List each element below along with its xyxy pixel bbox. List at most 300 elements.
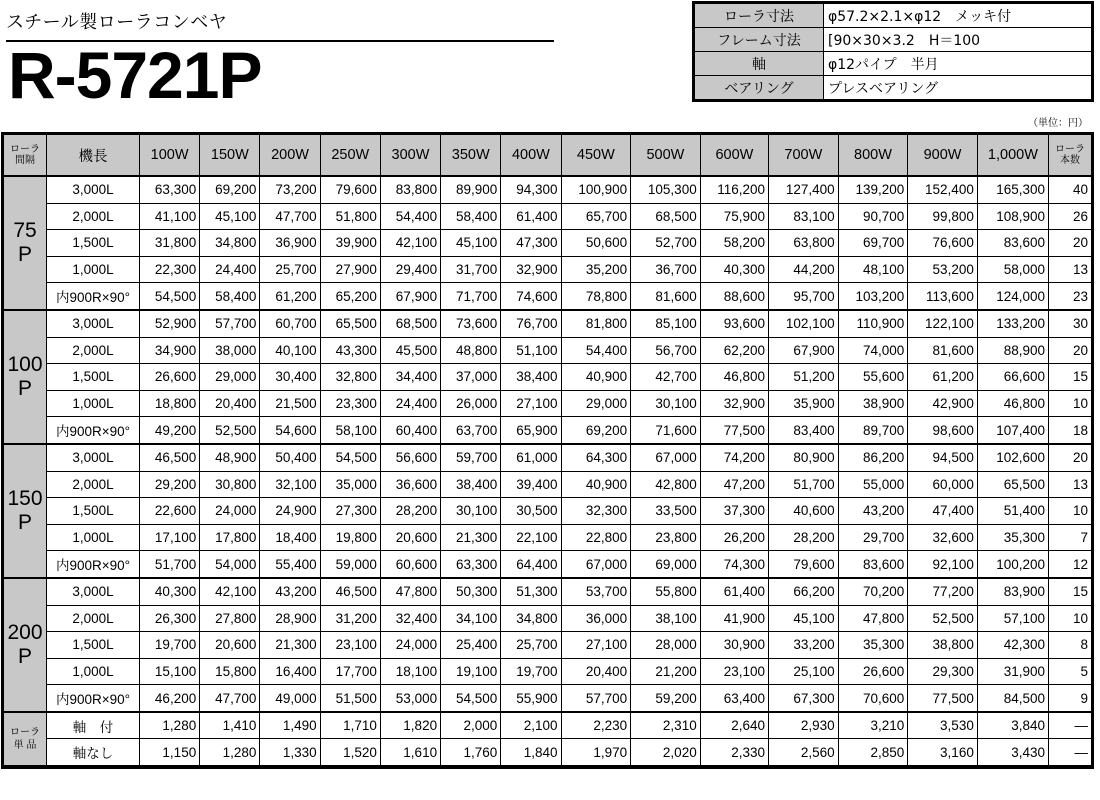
price-cell: 21,300: [441, 524, 501, 551]
price-cell: 17,800: [200, 524, 260, 551]
price-cell: 58,400: [441, 203, 501, 230]
price-cell: 23,100: [320, 632, 380, 659]
table-row: [4, 712, 1092, 739]
price-cell: 107,400: [977, 417, 1048, 444]
price-cell: 103,200: [838, 283, 908, 310]
price-cell: 37,000: [441, 364, 501, 391]
roller-count-cell: 12: [1049, 551, 1092, 578]
price-cell: 116,200: [700, 176, 768, 203]
price-cell: 58,100: [320, 417, 380, 444]
length-cell: 2,000L: [47, 203, 140, 230]
price-cell: 55,800: [631, 578, 701, 605]
price-cell: 102,600: [977, 444, 1048, 471]
price-cell: 50,400: [260, 444, 320, 471]
price-cell: 18,100: [380, 658, 440, 685]
price-cell: 51,700: [769, 471, 839, 498]
price-cell: 34,100: [441, 605, 501, 632]
price-cell: 83,800: [380, 176, 440, 203]
roller-count-cell: 10: [1049, 390, 1092, 417]
price-cell: 39,400: [501, 471, 561, 498]
price-cell: 26,600: [838, 658, 908, 685]
price-cell: 69,000: [631, 551, 701, 578]
price-cell: 70,600: [838, 685, 908, 712]
price-cell: 37,300: [700, 498, 768, 525]
price-cell: 29,400: [380, 256, 440, 283]
price-cell: 79,600: [320, 176, 380, 203]
price-cell: 51,100: [501, 337, 561, 364]
price-cell: 110,900: [838, 310, 908, 337]
table-row: [4, 230, 1092, 257]
price-cell: 83,600: [838, 551, 908, 578]
price-cell: 2,000: [441, 712, 501, 739]
price-cell: 33,500: [631, 498, 701, 525]
price-cell: 25,700: [260, 256, 320, 283]
roller-count-cell: 26: [1049, 203, 1092, 230]
price-cell: 127,400: [769, 176, 839, 203]
table-row: [4, 605, 1092, 632]
spec-label: ベアリング: [695, 76, 824, 100]
price-cell: 64,400: [501, 551, 561, 578]
price-cell: 76,700: [501, 310, 561, 337]
price-cell: 42,300: [977, 632, 1048, 659]
price-cell: 81,800: [561, 310, 631, 337]
price-cell: 3,160: [908, 739, 978, 766]
roller-count-cell: 15: [1049, 364, 1092, 391]
roller-count-cell: 10: [1049, 498, 1092, 525]
price-cell: 40,300: [140, 578, 200, 605]
price-cell: 84,500: [977, 685, 1048, 712]
roller-count-cell: 7: [1049, 524, 1092, 551]
price-cell: 67,900: [769, 337, 839, 364]
price-cell: 63,800: [769, 230, 839, 257]
price-cell: 98,600: [908, 417, 978, 444]
table-row: [4, 256, 1092, 283]
price-cell: 61,200: [908, 364, 978, 391]
price-cell: 32,300: [561, 498, 631, 525]
price-cell: 77,500: [700, 417, 768, 444]
table-row: [4, 739, 1092, 766]
price-cell: 63,700: [441, 417, 501, 444]
table-row: [4, 417, 1092, 444]
price-cell: 58,000: [977, 256, 1048, 283]
price-cell: 60,000: [908, 471, 978, 498]
price-cell: 45,100: [200, 203, 260, 230]
price-cell: 36,900: [260, 230, 320, 257]
price-cell: 19,700: [501, 658, 561, 685]
width-header: 800W: [838, 135, 908, 177]
spec-row: [695, 76, 1092, 100]
price-cell: 29,300: [908, 658, 978, 685]
price-cell: 67,000: [561, 551, 631, 578]
price-cell: 43,300: [320, 337, 380, 364]
price-cell: 51,300: [501, 578, 561, 605]
price-cell: 58,400: [200, 283, 260, 310]
roller-count-cell: 30: [1049, 310, 1092, 337]
price-cell: 77,200: [908, 578, 978, 605]
price-cell: 1,760: [441, 739, 501, 766]
width-header: 900W: [908, 135, 978, 177]
width-header: 400W: [501, 135, 561, 177]
roller-count-cell: 8: [1049, 632, 1092, 659]
price-cell: 26,000: [441, 390, 501, 417]
price-cell: 100,900: [561, 176, 631, 203]
price-cell: 1,710: [320, 712, 380, 739]
roller-count-cell: —: [1049, 739, 1092, 766]
price-cell: 20,600: [380, 524, 440, 551]
price-cell: 22,100: [501, 524, 561, 551]
price-table-header: [4, 135, 1092, 177]
price-cell: 20,600: [200, 632, 260, 659]
pitch-header: ローラ 間隔: [4, 135, 47, 177]
price-cell: 33,200: [769, 632, 839, 659]
price-cell: 28,200: [380, 498, 440, 525]
price-cell: 30,800: [200, 471, 260, 498]
width-header: 700W: [769, 135, 839, 177]
price-cell: 54,600: [260, 417, 320, 444]
price-cell: 55,900: [501, 685, 561, 712]
price-cell: 40,900: [561, 471, 631, 498]
width-header: 250W: [320, 135, 380, 177]
spec-label: 軸: [695, 52, 824, 76]
price-cell: 46,500: [140, 444, 200, 471]
price-cell: 48,800: [441, 337, 501, 364]
spec-value: φ57.2×2.1×φ12 メッキ付: [824, 4, 1092, 28]
table-row: [4, 658, 1092, 685]
price-cell: 24,400: [200, 256, 260, 283]
price-cell: 52,700: [631, 230, 701, 257]
spec-label: ローラ寸法: [695, 4, 824, 28]
price-cell: 102,100: [769, 310, 839, 337]
price-cell: 30,100: [441, 498, 501, 525]
price-cell: 36,600: [380, 471, 440, 498]
roller-count-cell: 40: [1049, 176, 1092, 203]
length-cell: 3,000L: [47, 578, 140, 605]
length-cell: 内900R×90°: [47, 417, 140, 444]
length-cell: 1,500L: [47, 632, 140, 659]
table-row: [4, 524, 1092, 551]
price-cell: 61,400: [700, 578, 768, 605]
table-row: [4, 390, 1092, 417]
price-cell: 22,800: [561, 524, 631, 551]
price-cell: 51,800: [320, 203, 380, 230]
price-cell: 40,300: [700, 256, 768, 283]
price-cell: 100,200: [977, 551, 1048, 578]
price-cell: 86,200: [838, 444, 908, 471]
price-cell: 34,800: [501, 605, 561, 632]
price-cell: 21,500: [260, 390, 320, 417]
price-cell: 85,100: [631, 310, 701, 337]
price-cell: 70,200: [838, 578, 908, 605]
price-cell: 3,210: [838, 712, 908, 739]
price-cell: 2,100: [501, 712, 561, 739]
width-header: 350W: [441, 135, 501, 177]
price-cell: 28,200: [769, 524, 839, 551]
price-cell: 43,200: [260, 578, 320, 605]
price-cell: 55,600: [838, 364, 908, 391]
price-cell: 73,600: [441, 310, 501, 337]
price-cell: 17,100: [140, 524, 200, 551]
price-cell: 61,400: [501, 203, 561, 230]
price-cell: 34,400: [380, 364, 440, 391]
price-cell: 88,900: [977, 337, 1048, 364]
price-cell: 19,800: [320, 524, 380, 551]
price-cell: 25,700: [501, 632, 561, 659]
price-cell: 20,400: [200, 390, 260, 417]
price-cell: 54,000: [200, 551, 260, 578]
price-cell: 17,700: [320, 658, 380, 685]
price-cell: 69,700: [838, 230, 908, 257]
price-cell: 89,700: [838, 417, 908, 444]
price-cell: 74,300: [700, 551, 768, 578]
price-cell: 54,500: [140, 283, 200, 310]
price-cell: 65,200: [320, 283, 380, 310]
price-cell: 81,600: [631, 283, 701, 310]
price-cell: 22,300: [140, 256, 200, 283]
price-cell: 38,400: [501, 364, 561, 391]
price-cell: 65,500: [977, 471, 1048, 498]
price-cell: 49,200: [140, 417, 200, 444]
price-cell: 83,600: [977, 230, 1048, 257]
price-cell: 71,600: [631, 417, 701, 444]
price-cell: 20,400: [561, 658, 631, 685]
width-header: 300W: [380, 135, 440, 177]
price-cell: 42,900: [908, 390, 978, 417]
price-cell: 2,930: [769, 712, 839, 739]
price-cell: 59,000: [320, 551, 380, 578]
price-cell: 1,490: [260, 712, 320, 739]
price-cell: 34,800: [200, 230, 260, 257]
price-cell: 89,900: [441, 176, 501, 203]
price-cell: 47,200: [700, 471, 768, 498]
price-cell: 29,200: [140, 471, 200, 498]
table-row: [4, 337, 1092, 364]
price-cell: 3,530: [908, 712, 978, 739]
pitch-cell: ローラ 単 品: [4, 712, 47, 766]
spec-value: プレスベアリング: [824, 76, 1092, 100]
length-cell: 3,000L: [47, 176, 140, 203]
table-row: [4, 364, 1092, 391]
roller-count-cell: 13: [1049, 256, 1092, 283]
table-row: [4, 578, 1092, 605]
price-cell: 19,700: [140, 632, 200, 659]
price-cell: 47,700: [260, 203, 320, 230]
length-cell: 1,000L: [47, 658, 140, 685]
price-cell: 65,900: [501, 417, 561, 444]
price-cell: 68,500: [380, 310, 440, 337]
width-header: 150W: [200, 135, 260, 177]
table-row: [4, 498, 1092, 525]
price-cell: 52,500: [200, 417, 260, 444]
width-header: 450W: [561, 135, 631, 177]
roller-count-cell: 5: [1049, 658, 1092, 685]
price-cell: 57,700: [561, 685, 631, 712]
price-cell: 47,400: [908, 498, 978, 525]
price-cell: 94,500: [908, 444, 978, 471]
table-row: [4, 632, 1092, 659]
price-cell: 79,600: [769, 551, 839, 578]
price-cell: 54,400: [561, 337, 631, 364]
price-cell: 15,800: [200, 658, 260, 685]
pitch-cell: 100 P: [4, 310, 47, 444]
table-row: [4, 283, 1092, 310]
price-cell: 1,410: [200, 712, 260, 739]
price-cell: 73,200: [260, 176, 320, 203]
price-cell: 55,000: [838, 471, 908, 498]
price-cell: 3,430: [977, 739, 1048, 766]
price-cell: 54,500: [320, 444, 380, 471]
price-cell: 26,200: [700, 524, 768, 551]
price-cell: 27,100: [561, 632, 631, 659]
price-cell: 53,000: [380, 685, 440, 712]
price-cell: 35,900: [769, 390, 839, 417]
price-cell: 49,000: [260, 685, 320, 712]
roller-count-cell: 13: [1049, 471, 1092, 498]
price-cell: 31,700: [441, 256, 501, 283]
price-cell: 56,600: [380, 444, 440, 471]
pitch-cell: 150 P: [4, 444, 47, 578]
price-cell: 122,100: [908, 310, 978, 337]
spec-table: [694, 3, 1092, 100]
price-cell: 94,300: [501, 176, 561, 203]
price-cell: 22,600: [140, 498, 200, 525]
price-cell: 23,300: [320, 390, 380, 417]
price-cell: 38,800: [908, 632, 978, 659]
price-cell: 3,840: [977, 712, 1048, 739]
length-cell: 軸なし: [47, 739, 140, 766]
price-cell: 29,700: [838, 524, 908, 551]
price-cell: 24,000: [380, 632, 440, 659]
price-cell: 38,400: [441, 471, 501, 498]
length-cell: 3,000L: [47, 310, 140, 337]
price-cell: 74,000: [838, 337, 908, 364]
price-cell: 24,900: [260, 498, 320, 525]
price-table: [3, 134, 1092, 767]
price-cell: 50,300: [441, 578, 501, 605]
price-cell: 38,900: [838, 390, 908, 417]
spec-value: [90×30×3.2 H＝100: [824, 28, 1092, 52]
spec-value: φ12パイプ 半月: [824, 52, 1092, 76]
price-cell: 29,000: [200, 364, 260, 391]
table-row: [4, 176, 1092, 203]
price-cell: 83,900: [977, 578, 1048, 605]
price-cell: 57,700: [200, 310, 260, 337]
price-cell: 51,200: [769, 364, 839, 391]
price-cell: 30,400: [260, 364, 320, 391]
roller-count-cell: 20: [1049, 337, 1092, 364]
roller-count-cell: 15: [1049, 578, 1092, 605]
price-cell: 19,100: [441, 658, 501, 685]
price-cell: 77,500: [908, 685, 978, 712]
width-header: 200W: [260, 135, 320, 177]
price-cell: 2,310: [631, 712, 701, 739]
length-cell: 1,000L: [47, 256, 140, 283]
table-row: [4, 685, 1092, 712]
price-cell: 38,100: [631, 605, 701, 632]
price-cell: 41,900: [700, 605, 768, 632]
price-cell: 139,200: [838, 176, 908, 203]
table-row: [4, 551, 1092, 578]
price-cell: 42,100: [380, 230, 440, 257]
price-cell: 52,900: [140, 310, 200, 337]
price-cell: 48,900: [200, 444, 260, 471]
price-cell: 28,000: [631, 632, 701, 659]
price-cell: 42,100: [200, 578, 260, 605]
price-cell: 165,300: [977, 176, 1048, 203]
price-cell: 46,500: [320, 578, 380, 605]
price-cell: 21,200: [631, 658, 701, 685]
table-row: [4, 310, 1092, 337]
width-header: 100W: [140, 135, 200, 177]
price-cell: 42,700: [631, 364, 701, 391]
price-cell: 92,100: [908, 551, 978, 578]
price-cell: 1,150: [140, 739, 200, 766]
price-cell: 59,700: [441, 444, 501, 471]
price-cell: 2,640: [700, 712, 768, 739]
price-cell: 35,300: [977, 524, 1048, 551]
price-cell: 31,900: [977, 658, 1048, 685]
width-header: 1,000W: [977, 135, 1048, 177]
price-cell: 64,300: [561, 444, 631, 471]
price-cell: 45,500: [380, 337, 440, 364]
price-cell: 108,900: [977, 203, 1048, 230]
price-cell: 1,520: [320, 739, 380, 766]
price-cell: 83,400: [769, 417, 839, 444]
price-cell: 40,100: [260, 337, 320, 364]
roller-count-cell: 10: [1049, 605, 1092, 632]
price-cell: 88,600: [700, 283, 768, 310]
price-cell: 44,200: [769, 256, 839, 283]
price-cell: 95,700: [769, 283, 839, 310]
price-cell: 41,100: [140, 203, 200, 230]
spec-row: [695, 52, 1092, 76]
price-cell: 2,020: [631, 739, 701, 766]
price-cell: 1,820: [380, 712, 440, 739]
price-cell: 1,840: [501, 739, 561, 766]
price-cell: 51,700: [140, 551, 200, 578]
price-cell: 46,800: [977, 390, 1048, 417]
price-cell: 65,700: [561, 203, 631, 230]
price-cell: 69,200: [561, 417, 631, 444]
price-cell: 32,800: [320, 364, 380, 391]
spec-row: [695, 4, 1092, 28]
price-cell: 2,850: [838, 739, 908, 766]
width-header: 500W: [631, 135, 701, 177]
price-cell: 32,900: [501, 256, 561, 283]
price-cell: 30,100: [631, 390, 701, 417]
price-cell: 32,600: [908, 524, 978, 551]
length-cell: 1,500L: [47, 498, 140, 525]
price-cell: 75,900: [700, 203, 768, 230]
price-cell: 76,600: [908, 230, 978, 257]
price-cell: 18,400: [260, 524, 320, 551]
price-cell: 36,000: [561, 605, 631, 632]
spec-row: [695, 28, 1092, 52]
price-cell: 27,300: [320, 498, 380, 525]
price-cell: 35,300: [838, 632, 908, 659]
price-cell: 40,900: [561, 364, 631, 391]
price-cell: 43,200: [838, 498, 908, 525]
price-cell: 38,000: [200, 337, 260, 364]
pitch-cell: 75 P: [4, 176, 47, 310]
price-cell: 99,800: [908, 203, 978, 230]
price-cell: 31,800: [140, 230, 200, 257]
price-cell: 2,560: [769, 739, 839, 766]
price-cell: 74,600: [501, 283, 561, 310]
price-cell: 67,300: [769, 685, 839, 712]
price-cell: 31,200: [320, 605, 380, 632]
roller-count-cell: —: [1049, 712, 1092, 739]
length-cell: 内900R×90°: [47, 283, 140, 310]
